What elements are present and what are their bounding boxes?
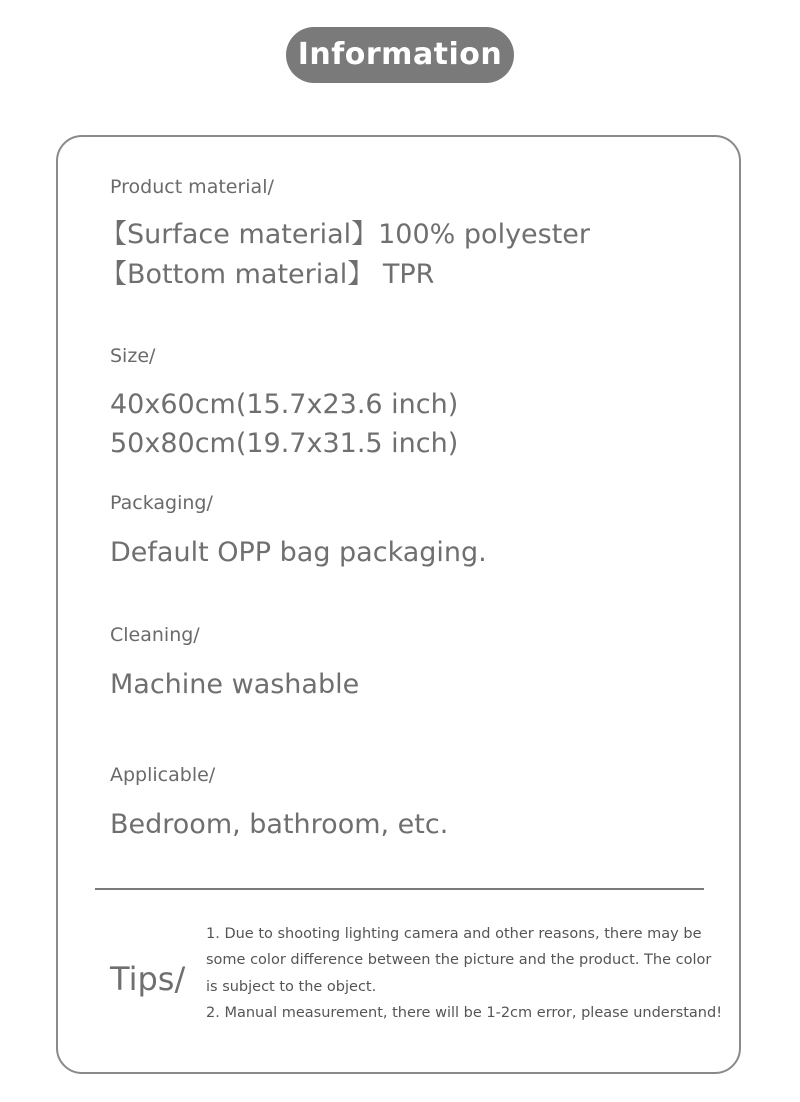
tips-line-2: some color difference between the picture and the product. The color [206,952,712,968]
applicable-value: Bedroom, bathroom, etc. [110,809,449,840]
section-divider [95,888,704,890]
size-value-1: 40x60cm(15.7x23.6 inch) [110,389,459,420]
cleaning-value: Machine washable [110,669,360,700]
tips-line-3: is subject to the object. [206,979,377,995]
applicable-label: Applicable/ [110,764,216,786]
page-title: Information [286,27,514,83]
size-value-2: 50x80cm(19.7x31.5 inch) [110,428,459,459]
tips-label: Tips/ [110,960,186,998]
packaging-label: Packaging/ [110,492,213,514]
material-label: Product material/ [110,176,274,198]
bottom-material-value: 【Bottom material】 TPR [100,259,435,290]
packaging-value: Default OPP bag packaging. [110,537,487,568]
size-label: Size/ [110,345,156,367]
tips-line-1: 1. Due to shooting lighting camera and other reasons, there may be [206,926,702,942]
cleaning-label: Cleaning/ [110,624,200,646]
surface-material-value: 【Surface material】100% polyester [100,219,591,250]
tips-line-4: 2. Manual measurement, there will be 1-2cm error, please understand! [206,1005,723,1021]
